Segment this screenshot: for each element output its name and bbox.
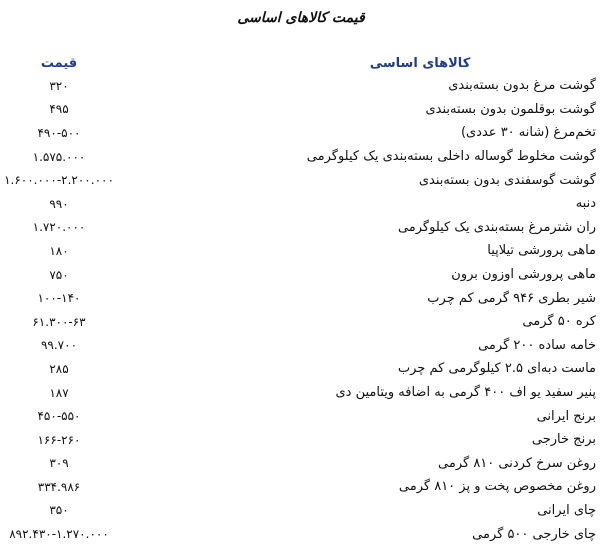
table-body [0, 74, 602, 546]
table-row [0, 428, 602, 452]
table-row [0, 98, 602, 122]
page-title: قیمت کالاهای اساسی [237, 10, 365, 26]
item-name-cell: ماهی پرورشی اوزون برون [451, 267, 596, 283]
table-row [0, 286, 602, 310]
item-name-cell: برنج ایرانی [536, 408, 596, 424]
price-cell: ۱۸۰ [49, 243, 69, 258]
column-header-name: کالاهای اساسی [369, 55, 471, 71]
item-name-cell: ران شترمرغ بسته‌بندی یک کیلوگرمی [397, 219, 596, 235]
price-cell: ۲۸۵ [49, 361, 69, 376]
column-header-price: قیمت [40, 55, 78, 71]
table-row [0, 334, 602, 358]
table-row [0, 263, 602, 287]
item-name-cell: چای خارجی ۵۰۰ گرمی [472, 526, 596, 542]
item-name-cell: روغن سرخ کردنی ۸۱۰ گرمی [438, 455, 596, 471]
item-name-cell: برنج خارجی [531, 432, 596, 448]
price-cell: ۱.۷۲۰.۰۰۰ [32, 220, 86, 235]
table-row [0, 404, 602, 428]
price-cell: ۱۸۷ [49, 385, 69, 400]
table-row [0, 310, 602, 334]
price-cell: ۴۵۰-۵۵۰ [37, 409, 81, 424]
table-row [0, 499, 602, 523]
price-cell: ۱.۶۰۰.۰۰۰-۲.۲۰۰.۰۰۰ [4, 173, 114, 188]
item-name-cell: تخم‌مرغ (شانه ۳۰ عددی) [460, 125, 596, 141]
price-cell: ۱۰۰-۱۴۰ [37, 291, 81, 306]
price-cell: ۴۹۵ [49, 102, 69, 117]
price-cell: ۹۹۰ [49, 196, 69, 211]
price-table-container [0, 52, 602, 546]
table-row [0, 121, 602, 145]
table-row [0, 192, 602, 216]
price-cell: ۳۰۹ [49, 456, 69, 471]
price-cell: ۴۹۰-۵۰۰ [37, 125, 81, 140]
item-name-cell: ماهی پرورشی تیلاپیا [487, 243, 596, 259]
table-row [0, 145, 602, 169]
price-cell: ۱۶۶-۲۶۰ [37, 432, 81, 447]
item-name-cell: گوشت مرغ بدون بسته‌بندی [448, 78, 596, 94]
item-name-cell: گوشت بوقلمون بدون بسته‌بندی [425, 101, 596, 117]
price-table [0, 52, 602, 546]
table-row [0, 452, 602, 476]
item-name-cell: خامه ساده ۲۰۰ گرمی [478, 337, 596, 353]
table-row [0, 168, 602, 192]
item-name-cell: روغن مخصوص پخت و پز ۸۱۰ گرمی [398, 479, 596, 495]
table-row [0, 357, 602, 381]
price-cell: ۱.۵۷۵.۰۰۰ [32, 149, 86, 164]
item-name-cell: دنبه [575, 196, 596, 212]
price-cell: ۳۳۴.۹۸۶ [37, 479, 81, 494]
price-cell: ۶۱.۳۰۰-۶۳ [32, 314, 86, 329]
item-name-cell: چای ایرانی [537, 502, 596, 518]
price-cell: ۳۵۰ [49, 503, 69, 518]
table-row [0, 239, 602, 263]
price-cell: ۸۹۲.۴۳۰-۱.۲۷۰.۰۰۰ [9, 527, 109, 542]
item-name-cell: کره ۵۰ گرمی [522, 314, 596, 330]
item-name-cell: ماست دبه‌ای ۲.۵ کیلوگرمی کم چرب [397, 361, 596, 377]
table-row [0, 381, 602, 405]
price-cell: ۳۲۰ [49, 78, 69, 93]
table-row [0, 74, 602, 98]
item-name-cell: گوشت مخلوط گوساله داخلی بسته‌بندی یک کیلوگرمی [306, 149, 596, 165]
table-row [0, 475, 602, 499]
table-header-row [0, 52, 602, 74]
table-row [0, 522, 602, 546]
item-name-cell: شیر بطری ۹۴۶ گرمی کم چرب [427, 290, 596, 306]
item-name-cell: گوشت گوسفندی بدون بسته‌بندی [418, 172, 596, 188]
table-row [0, 216, 602, 240]
item-name-cell: پنیر سفید یو اف ۴۰۰ گرمی به اضافه ویتامین دی [335, 385, 596, 401]
price-cell: ۹۹.۷۰۰ [40, 338, 78, 353]
price-cell: ۷۵۰ [49, 267, 69, 282]
